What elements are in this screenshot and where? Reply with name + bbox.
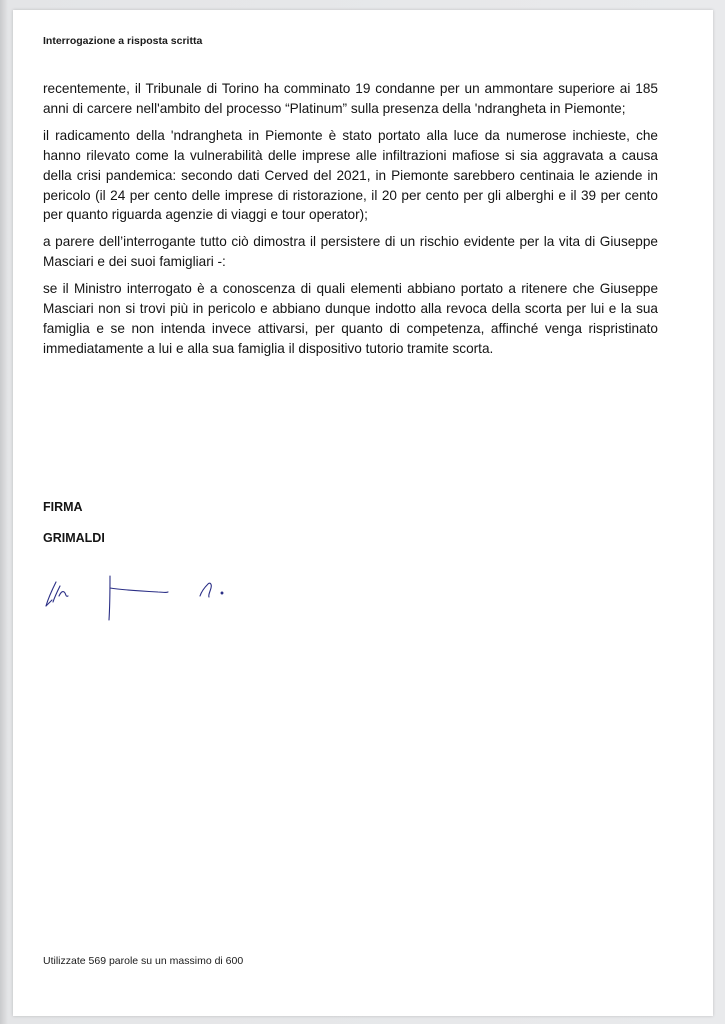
signatory-name: GRIMALDI [43, 531, 105, 545]
paragraph-2: il radicamento della 'ndrangheta in Piemonte è stato portato alla luce da numerose inchieste, che hanno rilevato come la vulnerabilità delle imprese alle infiltrazioni mafiose si sia aggravata a causa della crisi pandemica: secondo dati Cerved del 2021, in Piemonte sarebbero centinaia le aziende in pericolo (il 24 per cento delle imprese di ristorazione, il 20 per cento per gli alberghi e il 39 per cento per quanto riguarda agenzie di viaggi e tour operator); [43, 127, 658, 223]
handwritten-signature [30, 566, 230, 626]
paragraph-1: recentemente, il Tribunale di Torino ha comminato 19 condanne per un ammontare superiore ai 185 anni di carcere nell'ambito del processo “Platinum” sulla presenza della 'ndrangheta in Piemonte; [43, 81, 658, 116]
document-header: Interrogazione a risposta scritta [43, 35, 203, 47]
document-body [43, 79, 658, 366]
paragraph-3: a parere dell’interrogante tutto ciò dimostra il persistere di un rischio evidente per la vita di Giuseppe Masciari e dei suoi famigliari -: [43, 234, 658, 270]
word-count-footer: Utilizzate 569 parole su un massimo di 600 [43, 955, 244, 967]
signature-label: FIRMA [43, 500, 83, 514]
paragraph-4: se il Ministro interrogato è a conoscenza di quali elementi abbiano portato a ritenere che Giuseppe Masciari non si trovi più in pericolo e abbiano dunque indotto alla revoca della scorta per lui e la sua famiglia e se non intenda invece attivarsi, per quanto di competenza, affinché venga rispristinato immediatamente a lui e alla sua famiglia il dispositivo tutorio tramite scorta. [43, 281, 658, 356]
